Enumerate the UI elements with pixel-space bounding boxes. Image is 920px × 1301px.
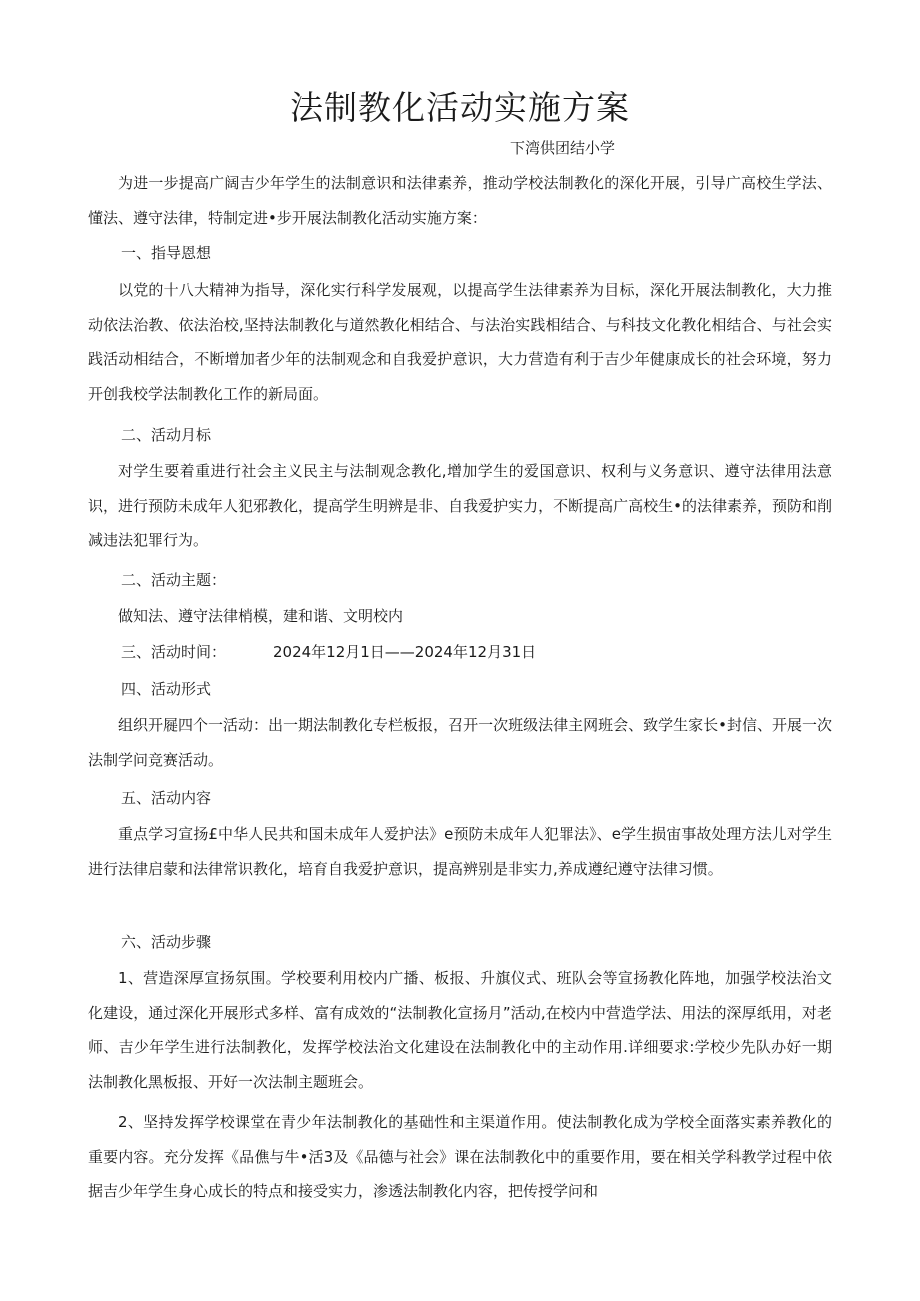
- school-name: 下湾供团结小学: [510, 139, 616, 157]
- activity-time-row: [121, 635, 536, 670]
- activity-time-value: 2024年12月1日——2024年12月31日: [273, 643, 537, 661]
- step-1-paragraph: 1、营造深厚宣扬氛围。学校要利用校内广播、板报、升旗仪式、班队会等宣扬教化阵地，加强学校法治文化建设，通过深化开展形式多样、富有成效的“法制教化宣扬月”活动,在校内中营造学法、用法的深厚纸用，对老师、吉少年学生进行法制教化，发挥学校法治文化建设在法制教化中的主动作用.详细要求:学校少先队办好一期法制教化黑板报、开好一次法制主题班会。: [88, 969, 832, 1091]
- section-heading-theme: 二、活动主题：: [121, 571, 227, 589]
- section-body-goals: 对学生要着重进行社会主义民主与法制观念教化,增加学生的爱国意识、权利与义务意识、遵守法律用法意识，进行预防未成年人犯邪教化，提高学生明辨是非、自我爱护实力，不断提高广高校生•的法律素养，预防和削减违法犯罪行为。: [88, 462, 832, 549]
- section-body-guiding-thought: 以党的十八大精神为指导，深化实行科学发展观，以提高学生法律素养为目标，深化开展法制教化，大力推动依法治教、依法治校,坚持法制教化与道然教化相结合、与法治实践相结合、与科技文化教化相结合、与社会实践活动相结合，不断增加者少年的法制观念和自我爱护意识，大力营造有利于吉少年健康成长的社会环境，努力开创我校学法制教化工作的新局面。: [88, 281, 832, 403]
- section-body-format: 组织开屣四个一活动：出一期法制教化专栏板报，召开一次班级法律主网班会、致学生家长•封信、开展一次法制学问竞赛活动。: [88, 716, 832, 769]
- section-heading-format: 四、活动形式: [121, 680, 212, 698]
- section-body-content: 重点学习宣扬£中华人民共和国未成年人爱护法》e预防未成年人犯罪法》、e学生损宙事故处理方法儿对学生进行法律启蒙和法律常识教化，培育自我爱护意识，提高辨别是非实力,养成遵纪遵守法律习惯。: [88, 825, 832, 878]
- document-title: 法制教化活动实施方案: [290, 88, 630, 127]
- section-heading-guiding-thought: 一、指导恩想: [121, 244, 212, 262]
- step-2-paragraph: 2、坚持发挥学校课堂在青少年法制教化的基础性和主渠道作用。使法制教化成为学校全面落实素养教化的重要内容。充分发挥《品僬与牛•活3及《品德与社会》课在法制教化中的重要作用，要在相关学科教学过程中依据吉少年学生身心成长的特点和接受实力，渗透法制教化内容，把传授学问和: [88, 1113, 832, 1200]
- section-heading-goals: 二、活动月标: [121, 426, 212, 444]
- section-heading-time: 三、活动时间：: [121, 643, 227, 661]
- section-heading-content: 五、活动内容: [121, 789, 212, 807]
- intro-paragraph: 为进一步提高广阔吉少年学生的法制意识和法律素养，推动学校法制教化的深化开展，引导广高校生学法、懂法、遵守法律，特制定进•步开展法制教化活动实施方案：: [88, 174, 832, 227]
- section-heading-steps: 六、活动步骤: [121, 933, 212, 951]
- section-body-theme: 做知法、遵守法律梢模，建和谐、文明校内: [118, 607, 404, 625]
